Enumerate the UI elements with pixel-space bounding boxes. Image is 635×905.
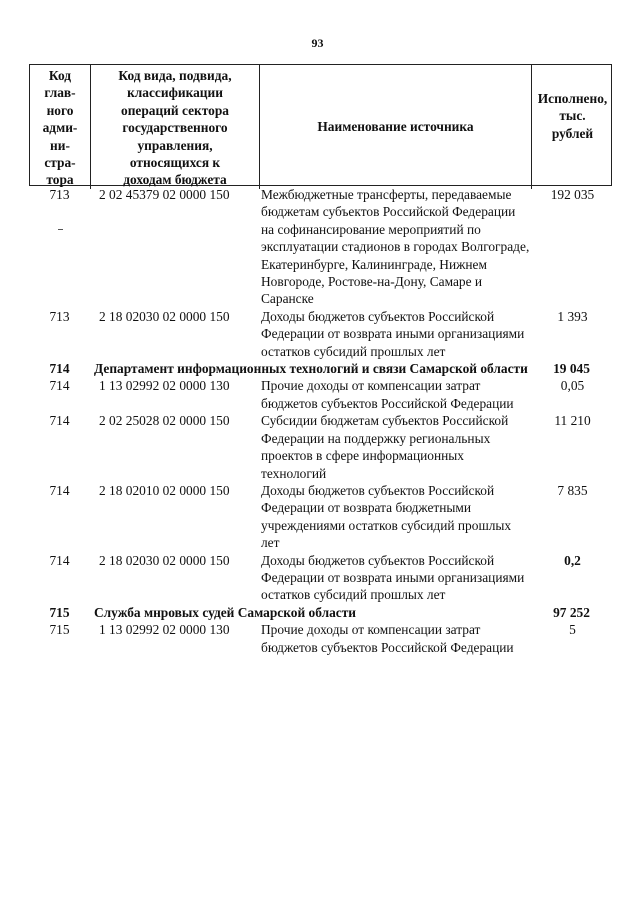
source-name: Доходы бюджетов субъектов Российской Федерации от возврата иными организациями остатков субсидий прошлых лет — [261, 552, 525, 603]
table-group-row — [29, 604, 612, 621]
header-classification-code: Код вида, подвида, классификации операций сектора государственного управления, относящихся к доходам бюджета — [91, 65, 260, 189]
executed-amount: 1 393 — [557, 308, 588, 324]
table-row — [29, 621, 612, 656]
classification-code: 2 18 02030 02 0000 150 — [99, 308, 230, 324]
classification-code: 1 13 02992 02 0000 130 — [99, 378, 230, 394]
table-body — [29, 186, 612, 656]
header-executed: Исполнено, тыс. рублей — [537, 90, 608, 141]
page-number: 93 — [311, 36, 324, 50]
revenue-table — [29, 64, 612, 656]
group-amount: 97 252 — [553, 604, 590, 620]
source-name: Межбюджетные трансферты, передаваемые бюджетам субъектов Российской Федерации на софинансирование мероприятий по эксплуатации стадионов в городах Волгограде, Екатеринбурге, Калининграде, Нижнем Новгороде, Ростове-на-Дону, Самаре и Саранске — [261, 187, 530, 307]
classification-code: 1 13 02992 02 0000 130 — [99, 622, 230, 638]
source-name: Доходы бюджетов субъектов Российской Федерации от возврата иными организациями остатков субсидий прошлых лет — [261, 308, 525, 359]
group-title: Служба мнровых судей Самарской области — [94, 604, 357, 620]
table-row — [29, 482, 612, 552]
executed-amount: 0,2 — [564, 552, 581, 568]
executed-amount: 11 210 — [554, 413, 591, 429]
source-name: Прочие доходы от компенсации затрат бюджетов субъектов Российской Федерации — [261, 378, 514, 411]
classification-code: 2 18 02030 02 0000 150 — [99, 552, 230, 568]
table-row — [29, 308, 612, 360]
admin-code: 715 — [49, 622, 70, 638]
executed-amount: 5 — [569, 622, 576, 638]
executed-amount: 7 835 — [557, 482, 588, 498]
source-name: Субсидии бюджетам субъектов Российской Федерации на поддержку региональных проектов в сфере информационных технологий — [261, 413, 509, 481]
table-group-row — [29, 360, 612, 377]
source-name: Прочие доходы от компенсации затрат бюджетов субъектов Российской Федерации — [261, 622, 514, 655]
admin-code: 713 — [49, 308, 70, 324]
classification-code: 2 02 25028 02 0000 150 — [99, 413, 230, 429]
table-row — [29, 552, 612, 604]
admin-code: 714 — [49, 482, 70, 498]
admin-code: 715 — [49, 604, 70, 620]
admin-code: 713 — [49, 187, 70, 202]
executed-amount: 0,05 — [560, 378, 585, 394]
table-row — [29, 186, 612, 308]
table-header — [29, 64, 612, 186]
table-row — [29, 377, 612, 412]
admin-code: 714 — [49, 378, 70, 394]
table-row — [29, 412, 612, 482]
group-title: Департамент информационных технологий и связи Самарской области — [94, 361, 528, 377]
admin-code: 714 — [49, 361, 70, 377]
source-name: Доходы бюджетов субъектов Российской Федерации от возврата бюджетными учреждениями остатков субсидий прошлых лет — [261, 482, 512, 551]
classification-code: 2 18 02010 02 0000 150 — [99, 482, 230, 498]
admin-code: 714 — [49, 413, 70, 429]
group-amount: 19 045 — [553, 361, 590, 377]
header-admin-code: Код глав- ного адми- ни- стра- тора — [30, 65, 91, 189]
executed-amount: 192 035 — [550, 187, 595, 202]
admin-code: 714 — [49, 552, 70, 568]
header-source-name: Наименование источника — [260, 65, 532, 189]
classification-code: 2 02 45379 02 0000 150 — [99, 187, 230, 202]
